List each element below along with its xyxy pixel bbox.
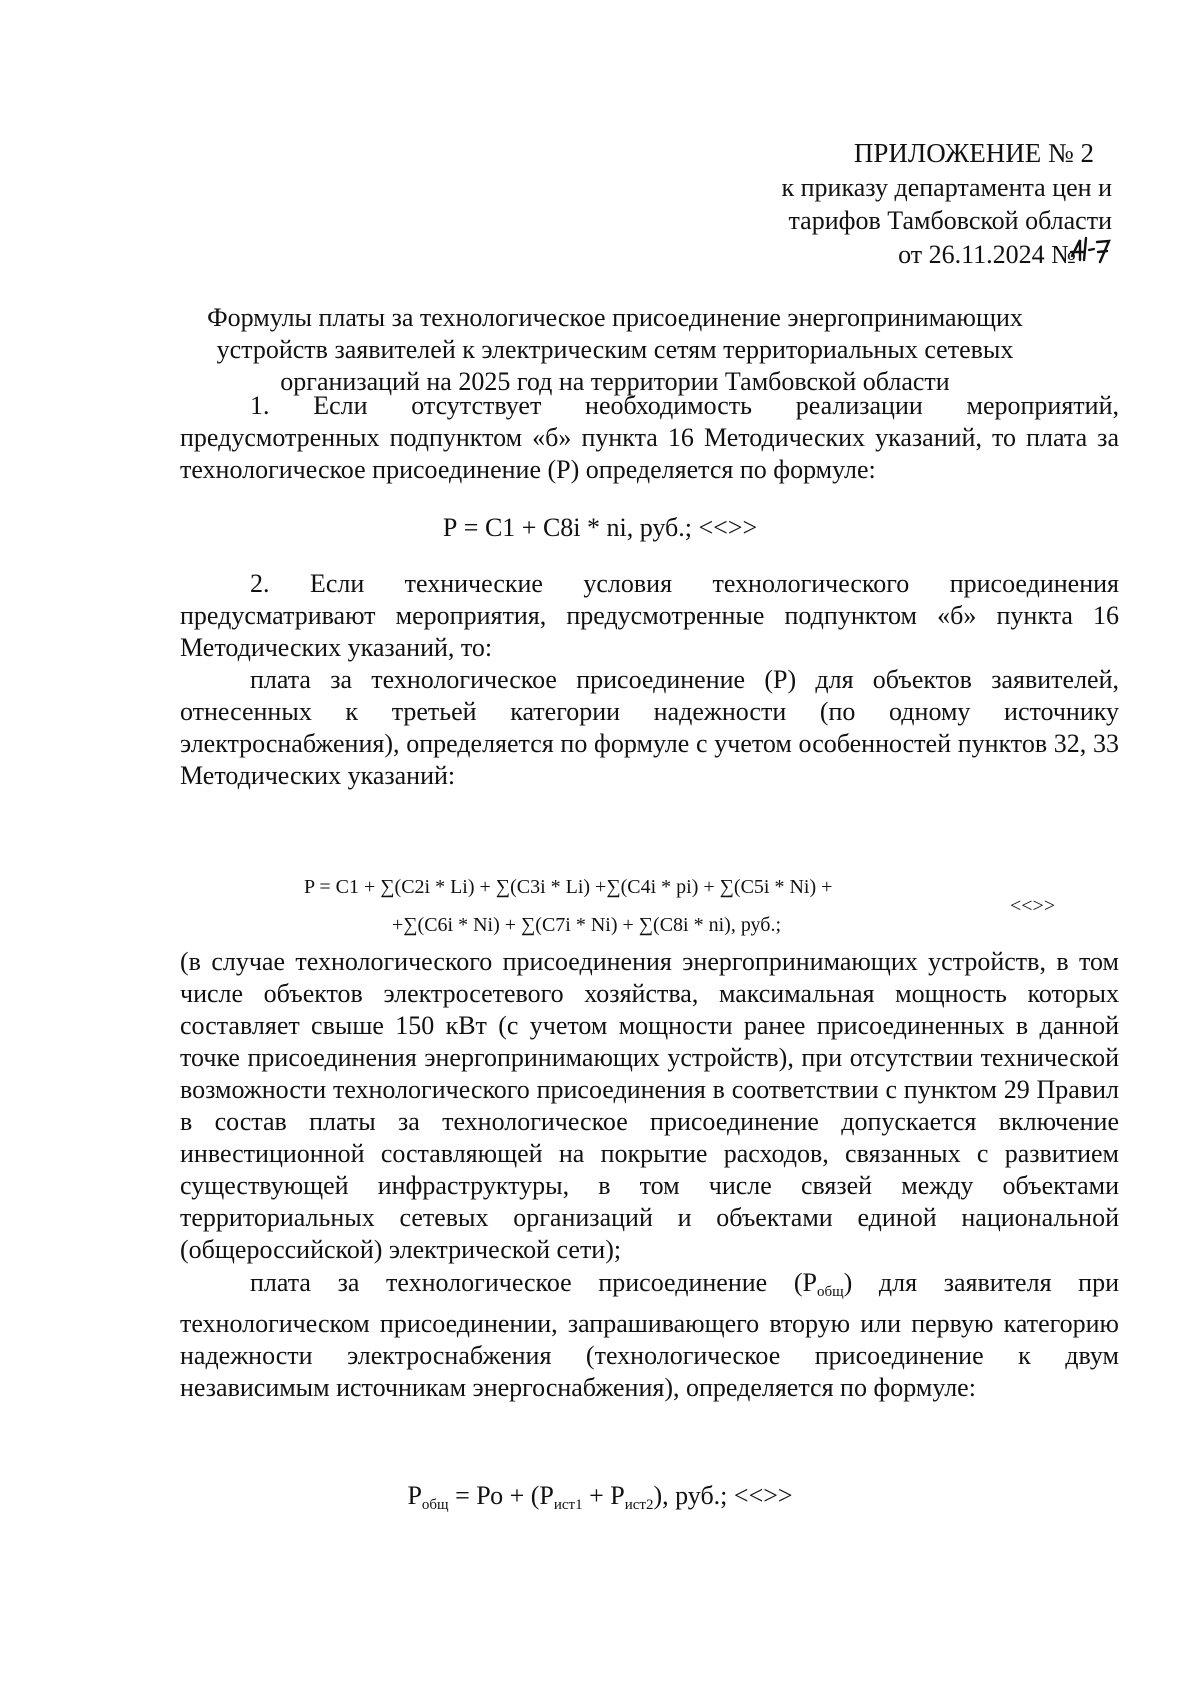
formula-1: Р = С1 + С8i * ni, руб.; <<>> <box>442 513 758 542</box>
section-3-text-start: плата за технологическое присоединение (Р <box>250 1268 817 1297</box>
order-reference-line1: к приказу департамента цен и <box>781 173 1112 202</box>
section-2-text: 2. Если технические условия технологического присоединения предусматривают мероприятия, предусмотренные подпунктом «б» пункта 16 Методических указаний, то: <box>180 569 1119 662</box>
section-3-text <box>180 1267 1119 1404</box>
order-date-number: от 26.11.2024 № <box>898 240 1076 269</box>
document-title: Формулы платы за технологическое присоединение энергопринимающих устройств заявителей к электрическим сетям территориальных сетевых организаций на 2025 год на территории Тамбовской области <box>207 303 1023 396</box>
formula-2-line2: +∑(C6i * Ni) + ∑(C7i * Ni) + ∑(C8i * ni), руб.; <box>392 914 782 936</box>
formula-2-reference: <<>> <box>1010 895 1056 917</box>
formula-3 <box>0 1480 1200 1521</box>
formula-3-p: Р <box>407 1481 422 1510</box>
section-1-text: 1. Если отсутствует необходимость реализации мероприятий, предусмотренных подпунктом «б» пункта 16 Методических указаний, то плата за технологическое присоединение (Р) определяется по формуле: <box>180 391 1119 484</box>
formula-3-sub1: ист1 <box>553 1497 583 1513</box>
section-2-note: (в случае технологического присоединения энергопринимающих устройств, в том числе объектов электросетевого хозяйства, максимальная мощность которых составляет свыше 150 кВт (с учетом мощности ранее присоединенных в данной точке присоединения энергопринимающих устройств), при отсутствии технической возможности технологического присоединения в соответствии с пунктом 29 Правил в состав платы за технологическое присоединение допускается включение инвестиционной составляющей на покрытие расходов, связанных с развитием существующей инфраструктуры, в том числе связей между объектами территориальных сетевых организаций и объектами единой национальной (общероссийской) электрической сети); <box>180 947 1119 1264</box>
formula-3-end: ), руб.; <<>> <box>653 1481 793 1510</box>
section-2-subtext: плата за технологическое присоединение (Р) для объектов заявителей, отнесенных к третьей категории надежности (по одному источнику электроснабжения), определяется по формуле с учетом особенностей пунктов 32, 33 Методических указаний: <box>180 665 1119 790</box>
order-reference-line2: тарифов Тамбовской области <box>788 206 1112 235</box>
appendix-heading: ПРИЛОЖЕНИЕ № 2 <box>853 138 1094 168</box>
section-3-subscript: общ <box>816 1284 844 1300</box>
formula-3-sub2: ист2 <box>624 1497 654 1513</box>
formula-3-p-sub: общ <box>421 1497 449 1513</box>
section-3-text-end: ) для заявителя при технологическом присоединении, запрашивающего вторую или первую категорию надежности электроснабжения (технологическое присоединение к двум независимым источникам энергоснабжения), определяется по формуле: <box>180 1268 1119 1402</box>
formula-2-line1: P = C1 + ∑(C2i * Li) + ∑(C3i * Li) +∑(C4i * pi) + ∑(C5i * Ni) + <box>304 876 833 898</box>
formula-3-eq: = Ро + (Р <box>448 1481 554 1510</box>
formula-3-plus: + Р <box>582 1481 625 1510</box>
handwritten-order-number <box>1068 234 1112 266</box>
